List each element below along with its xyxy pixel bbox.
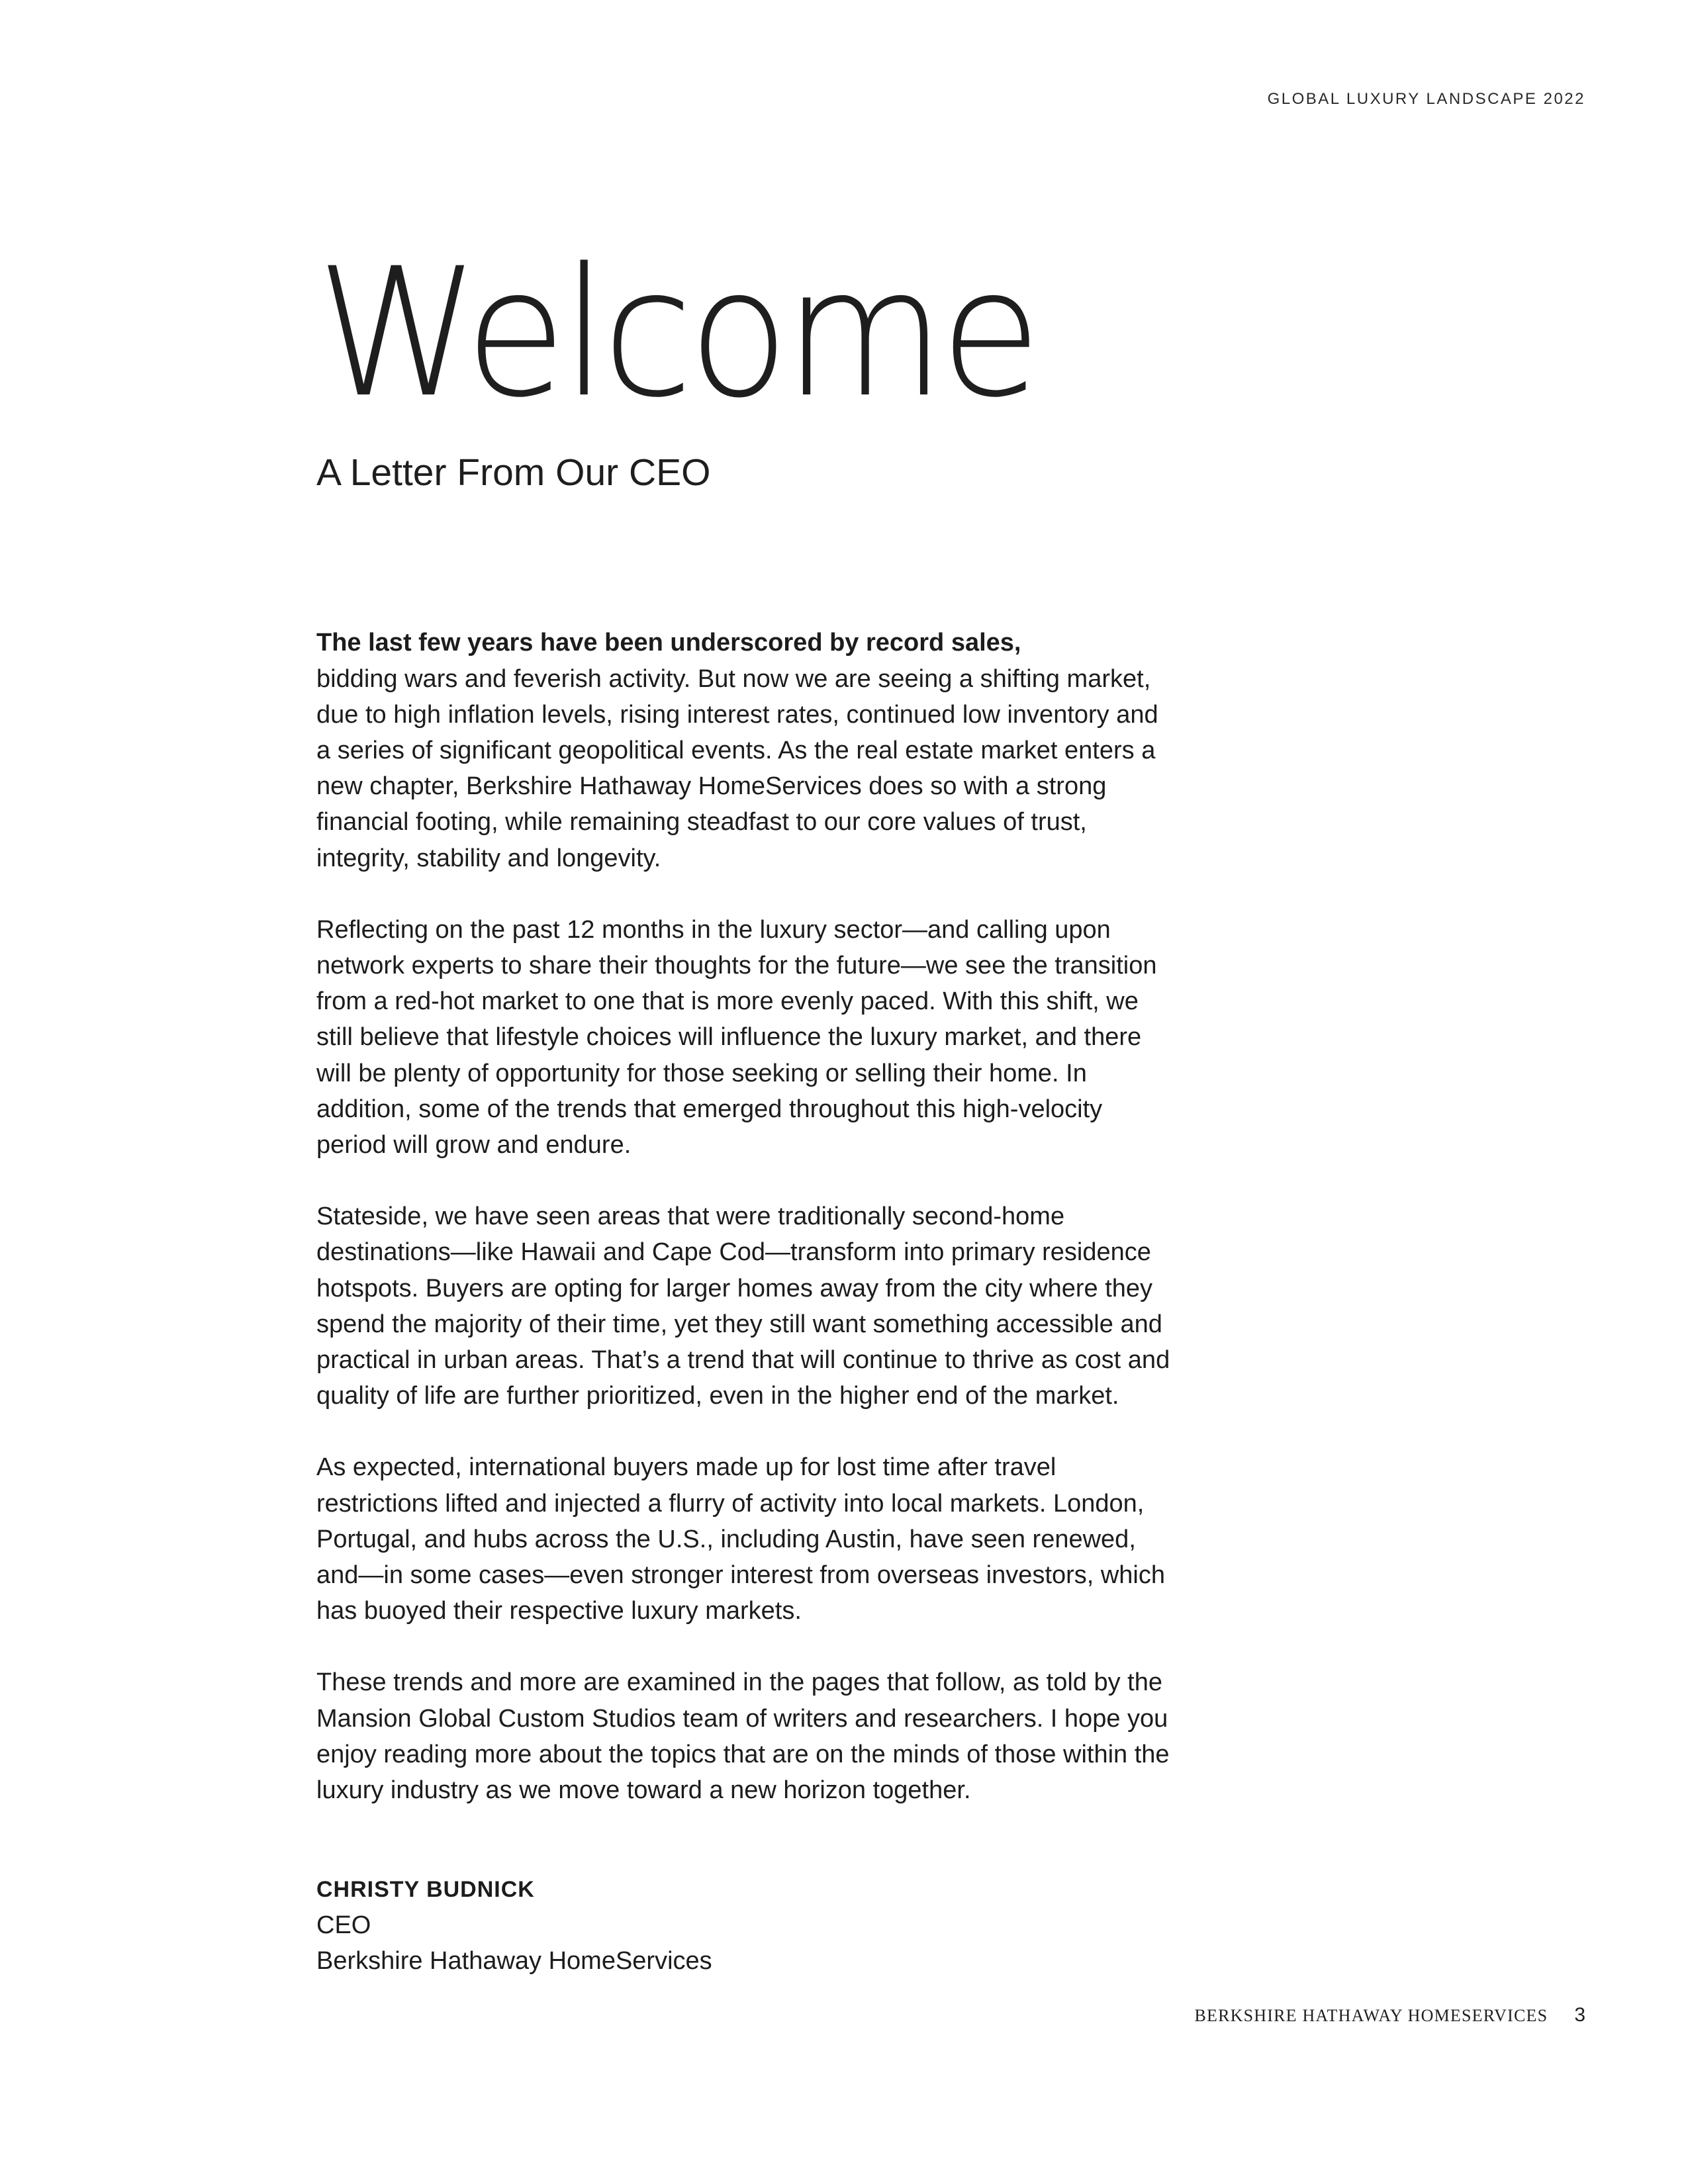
letter-body [316,625,1177,1808]
letter-paragraph-2: Reflecting on the past 12 months in the luxury sector—and calling upon network experts to share their thoughts for the future—we see the transition from a red-hot market to one that is more evenly paced. With this shift, we still believe that lifestyle choices will influence the luxury market, and there will be plenty of opportunity for those seeking or selling their home. In addition, some of the trends that emerged throughout this high-velocity period will grow and endure. [316,915,1157,1160]
letter-lead: The last few years have been underscored by record sales, [316,629,1021,657]
footer-brand: BERKSHIRE HATHAWAY HOMESERVICES [1194,2006,1548,2025]
signature-role: CEO [316,1911,371,1940]
page-subtitle: A Letter From Our CEO [316,451,711,494]
letter-paragraph-4: As expected, international buyers made up for lost time after travel restrictions lifted and injected a flurry of activity into local markets. London, Portugal, and hubs across the U.S., including Austin, have seen renewed, and—in some cases—even stronger interest from overseas investors, which has buoyed their respective luxury markets. [316,1453,1165,1625]
signature-company: Berkshire Hathaway HomeServices [316,1947,712,1976]
letter-paragraph-5: These trends and more are examined in the pages that follow, as told by the Mansion Global Custom Studios team of writers and researchers. I hope you enjoy reading more about the topics that are on the minds of those within the luxury industry as we move toward a new horizon together. [316,1668,1170,1805]
running-header: GLOBAL LUXURY LANDSCAPE 2022 [1267,90,1585,108]
letter-paragraph-3: Stateside, we have seen areas that were traditionally second-home destinations—like Hawaii and Cape Cod—transform into primary residence hotspots. Buyers are opting for larger homes away from the city where they spend the majority of their time, yet they still want something accessible and practical in urban areas. That’s a trend that will continue to thrive as cost and quality of life are further prioritized, even in the higher end of the market. [316,1203,1170,1410]
letter-paragraph-1-rest: bidding wars and feverish activity. But now we are seeing a shifting market, due to high inflation levels, rising interest rates, continued low inventory and a series of significant geopolitical events. As the real estate market enters a new chapter, Berkshire Hathaway HomeServices does so with a strong financial footing, while remaining steadfast to our core values of trust, integrity, stability and longevity. [316,664,1158,872]
signature-block [316,1872,1177,1979]
page-title: Welcome [316,230,1037,437]
page-number: 3 [1574,2004,1585,2026]
letter-paragraph-1 [316,625,1177,876]
signature-name: CHRISTY BUDNICK [316,1877,535,1903]
letter-content [316,230,1177,1979]
page-footer [1194,2004,1585,2026]
